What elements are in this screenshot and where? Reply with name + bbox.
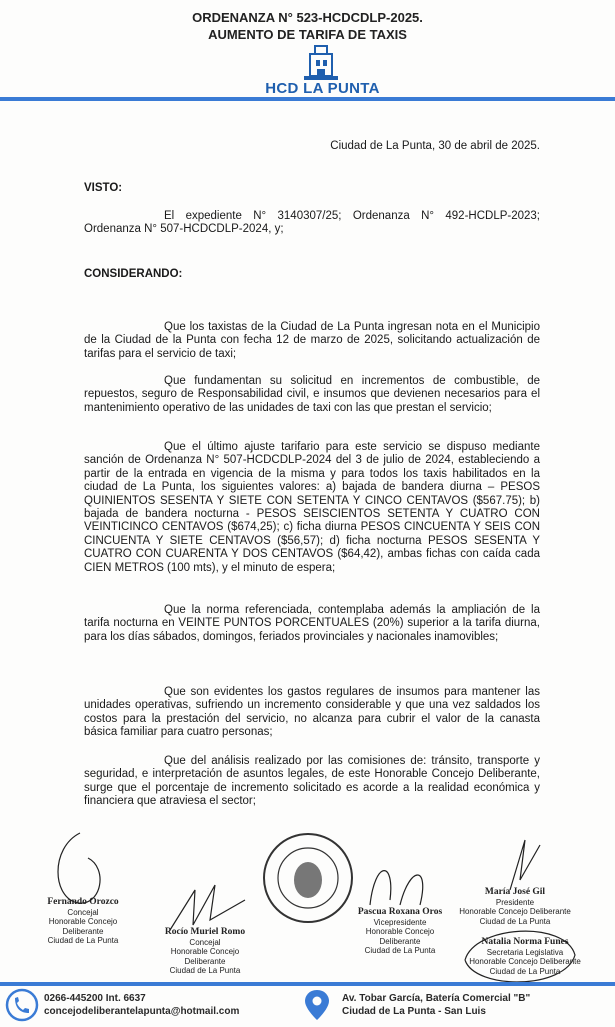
signature-scribble-4	[490, 835, 550, 895]
signer-body: Honorable Concejo Deliberante	[459, 907, 571, 916]
signer-name: Pascua Roxana Oros	[357, 907, 443, 917]
footer-address-line2: Ciudad de La Punta - San Luis	[342, 1006, 486, 1017]
document-date: Ciudad de La Punta, 30 de abril de 2025.	[330, 140, 540, 152]
signer-name: Fernando Orozco	[47, 897, 119, 907]
signer-role: Concejal	[67, 907, 99, 917]
signer-city: Ciudad de La Punta	[479, 916, 551, 926]
signer-role: Secretaria Legislativa	[486, 947, 564, 957]
document-subtitle: AUMENTO DE TARIFA DE TAXIS	[208, 27, 407, 42]
footer-rule	[0, 982, 615, 986]
signer-role: Concejal	[189, 937, 221, 947]
signature-block-5	[465, 938, 585, 976]
signature-block-2	[150, 928, 260, 976]
signer-name: María José Gil	[484, 887, 546, 897]
considerando-paragraph-1: Que los taxistas de la Ciudad de La Punta ingresan nota en el Municipio de la Ciudad de la Punta con fecha 12 de marzo de 2025, solicitando actualización de tarifas para el servicio de taxi;	[84, 321, 540, 360]
signer-name: Rocío Muriel Romo	[164, 927, 246, 937]
signer-body: Honorable Concejo Deliberante	[469, 957, 581, 966]
location-pin-icon	[302, 988, 332, 1022]
signature-scribble-3	[360, 850, 450, 915]
signer-city: Ciudad de La Punta	[364, 946, 436, 955]
footer-phone: 0266-445200 Int. 6637	[44, 993, 146, 1004]
signer-city: Ciudad de La Punta	[169, 966, 241, 975]
considerando-paragraph-5: Que son evidentes los gastos regulares de insumos para mantener las unidades operativas, sufriendo un incremento considerable y que una vez saldados los costos para la prestación del servicio, no alcanza para cubrir el valor de la canasta básica familiar para cuatro personas;	[84, 686, 540, 739]
building-logo-icon	[296, 42, 346, 82]
signer-body: Honorable Concejo Deliberante	[170, 947, 240, 966]
signature-scribble-1	[40, 828, 120, 908]
signer-body: Honorable Concejo Deliberante	[365, 927, 435, 946]
considerando-label: CONSIDERANDO:	[84, 268, 183, 280]
signer-role: Vicepresidente	[373, 917, 427, 927]
signer-body: Honorable Concejo Deliberante	[48, 917, 118, 936]
signature-block-4	[455, 888, 575, 926]
considerando-paragraph-4: Que la norma referenciada, contemplaba además la ampliación de la tarifa nocturna en VEINTE PUNTOS PORCENTUALES (20%) superior a la tarifa diurna, para los días sábados, domingos, feriados provinciales y nacionales inamovibles;	[84, 604, 540, 643]
logo-text: HCD LA PUNTA	[265, 80, 380, 97]
considerando-paragraph-2: Que fundamentan su solicitud en incrementos de combustible, de repuestos, seguro de Responsabilidad civil, e insumos que devienen necesarios para el mantenimiento operativo de las unidades de taxi con las que prestan el servicio;	[84, 375, 540, 414]
visto-text: El expediente N° 3140307/25; Ordenanza N° 492-HCDLP-2023; Ordenanza N° 507-HCDCDLP-2024, y;	[84, 210, 540, 236]
visto-label: VISTO:	[84, 182, 123, 194]
considerando-paragraph-3: Que el último ajuste tarifario para este servicio se dispuso mediante sanción de Ordenanza N° 507-HCDCDLP-2024 del 3 de julio de 2024, estableciendo a partir de la entrada en vigencia de la misma y para todos los taxis habilitados en la ciudad de La Punta, los siguientes valores: a) bajada de bandera diurna – PESOS QUINIENTOS SESENTA Y SIETE CON SETENTA Y CINCO CENTAVOS ($567.75); b) bajada de bandera nocturna - PESOS SEISCIENTOS SETENTA Y CUATRO CON VEINTICINCO CENTAVOS ($674,25); c) ficha diurna PESOS CINCUENTA Y SEIS CON CINCUENTA Y SIETE CENTAVOS ($56,57); d) ficha nocturna PESOS SESENTA Y CUATRO CON CUARENTA Y DOS CENTAVOS ($64,42), ambas fichas con caída cada CIEN METROS (100 mts), y el minuto de espera;	[84, 441, 540, 574]
signature-block-1	[28, 898, 138, 946]
considerando-paragraph-6: Que del análisis realizado por las comisiones de: tránsito, transporte y seguridad, e interpretación de asuntos legales, de este Honorable Concejo Deliberante, surge que el porcentaje de incremento solicitado es acorde a la realidad económica y financiera que atraviesa el sector;	[84, 755, 540, 808]
footer-address-line1: Av. Tobar García, Batería Comercial "B"	[342, 993, 531, 1004]
phone-icon	[4, 988, 40, 1022]
signer-city: Ciudad de La Punta	[47, 936, 119, 945]
signer-city: Ciudad de La Punta	[489, 966, 561, 976]
signature-block-3	[345, 908, 455, 956]
signer-role: Presidente	[495, 897, 535, 907]
footer-email: concejodeliberantelapunta@hotmail.com	[44, 1006, 240, 1017]
signer-name: Natalia Norma Funes	[481, 937, 569, 947]
document-title: ORDENANZA N° 523-HCDCDLP-2025.	[192, 10, 423, 25]
header-rule	[0, 97, 615, 101]
official-seal	[262, 832, 354, 924]
